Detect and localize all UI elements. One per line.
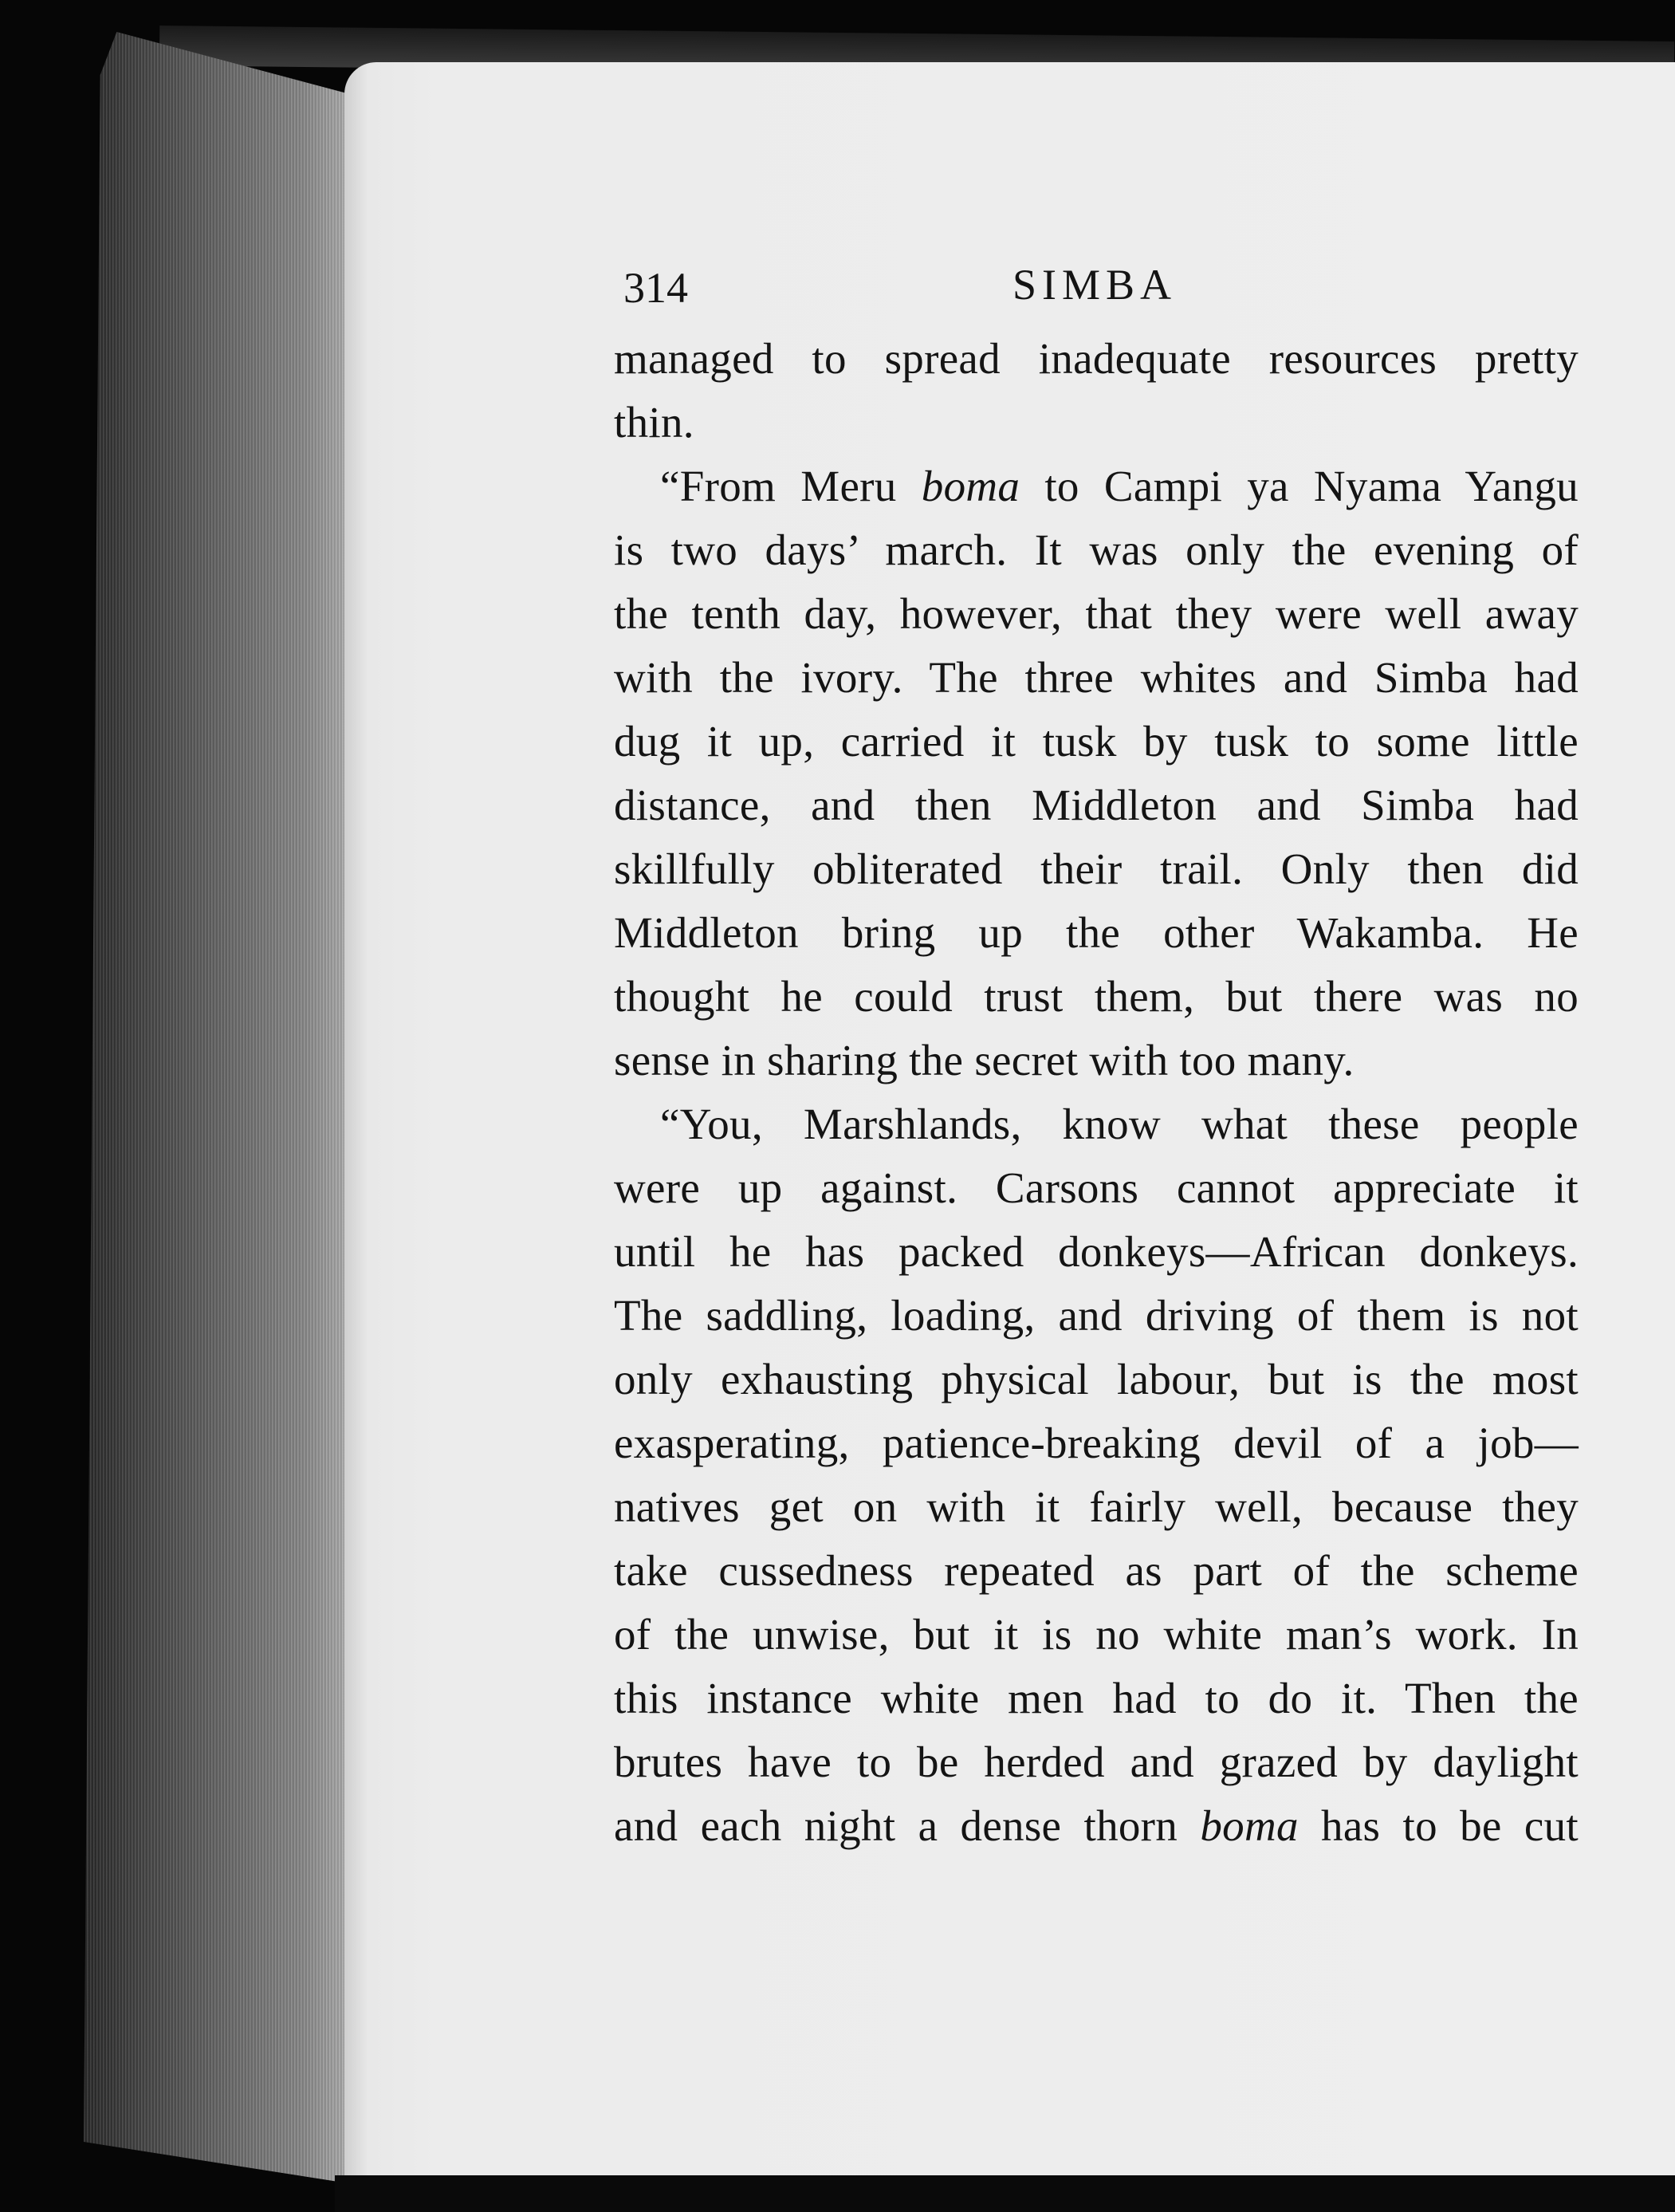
book-bottom-shadow [335, 2175, 1675, 2212]
text-line: The saddling, loading, and driving of them is not [614, 1291, 1579, 1340]
text-line: exasperating, patience-breaking devil of a job— [614, 1419, 1579, 1467]
text-line: Middleton bring up the other Wakamba. He [614, 908, 1579, 957]
page-text [614, 255, 1579, 1858]
text-line: take cussedness repeated as part of the scheme [614, 1546, 1579, 1595]
book-title: SIMBA [1012, 261, 1178, 309]
text-line: the tenth day, however, that they were well away [614, 589, 1579, 638]
text-line: sense in sharing the secret with too many. [614, 1036, 1355, 1084]
paragraph [614, 1092, 1579, 1858]
book-page-edges [84, 32, 359, 2185]
text-line: dug it up, carried it tusk by tusk to some little [614, 717, 1579, 766]
text-line: thin. [614, 398, 694, 447]
text-line: brutes have to be herded and grazed by daylight [614, 1738, 1579, 1786]
text-line: this instance white men had to do it. Then the [614, 1674, 1579, 1722]
paragraph [614, 455, 1579, 1092]
text-line: with the ivory. The three whites and Simba had [614, 653, 1579, 702]
text-line: until he has packed donkeys—African donkeys. [614, 1227, 1579, 1276]
text-line: managed to spread inadequate resources pretty [614, 334, 1579, 383]
text-line: “You, Marshlands, know what these people [660, 1100, 1579, 1148]
text-line: and each night a dense thorn boma has to be cut [614, 1801, 1579, 1850]
text-line: “From Meru boma to Campi ya Nyama Yangu [660, 462, 1579, 510]
paragraph [614, 327, 1579, 455]
page-number: 314 [623, 264, 688, 312]
text-line: of the unwise, but it is no white man’s work. In [614, 1610, 1579, 1659]
text-line: is two days’ march. It was only the evening of [614, 525, 1579, 574]
text-line: natives get on with it fairly well, because they [614, 1482, 1579, 1531]
text-line: thought he could trust them, but there was no [614, 972, 1579, 1021]
text-line: only exhausting physical labour, but is the most [614, 1355, 1579, 1403]
text-line: were up against. Carsons cannot appreciate it [614, 1163, 1579, 1212]
text-line: distance, and then Middleton and Simba had [614, 781, 1579, 829]
running-head [614, 255, 1579, 327]
text-line: skillfully obliterated their trail. Only then did [614, 844, 1579, 893]
